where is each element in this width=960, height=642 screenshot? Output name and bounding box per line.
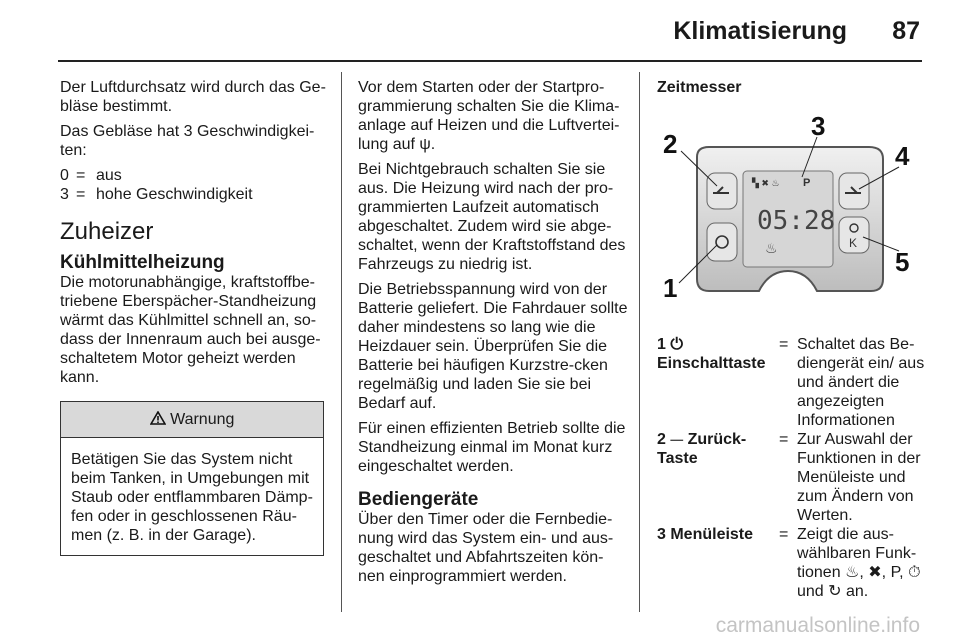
speed-list [60,166,328,204]
paragraph: Das Gebläse hat 3 Geschwindigkei-ten: [60,123,315,159]
speed-value: aus [96,167,122,184]
display-time: 05:28 [757,206,836,236]
speed-eq: = [76,167,86,184]
column-2 [358,78,628,592]
control-description: Zur Auswahl der Funktionen in der Menüleiste und zum Ändern von Werten. [797,431,921,524]
speed-key: 0 [60,167,69,184]
control-eq: = [779,526,789,543]
k-button-label: K [849,236,858,250]
controls-table [657,335,927,601]
control-description: Zeigt die aus-wählbaren Funk-tionen ♨, ✖, P, ⏱ und ↻ an. [797,526,921,600]
header-divider [58,60,922,62]
subheading: Zeitmesser [657,79,742,96]
section-heading: Zuheizer [60,218,154,245]
timer-device-illustration [657,111,919,321]
speed-row [60,166,328,185]
warning-box [60,401,324,556]
power-button[interactable] [707,223,737,261]
paragraph: Die Betriebsspannung wird von der Batterie geliefert. Die Fahrdauer sollte daher mindestens so lang wie die Heizdauer sein. Überprüfen Sie die Batterie bei häufigen Kurzstre-cken regelmäßig und laden Sie sie bei Bedarf auf. [358,281,628,412]
watermark: carmanualsonline.info [715,614,920,637]
column-divider-1 [341,72,342,612]
paragraph-end: . [430,136,436,153]
warning-header [61,402,323,438]
speed-eq: = [76,186,86,203]
controls-row [657,335,927,430]
speed-key: 3 [60,186,69,203]
callout-number: 3 [811,111,826,141]
paragraph: Die motorunabhängige, kraftstoffbe-triebene Eberspächer-Standheizung wärmt das Kühlmittel schnell an, so-dass der Innenraum auch bei ausge-schaltetem Motor geheizt werden kann. [60,274,321,386]
callout-number: 1 [663,273,678,303]
column-divider-2 [639,72,640,612]
warning-icon [150,411,166,425]
paragraph: Bei Nichtgebrauch schalten Sie sie aus. Die Heizung wird nach der pro-grammierten Laufzeit automatisch abgeschaltet. Zudem wird sie abge-schaltet, wenn der Kraftstoffstand des Fahrzeugs zu niedrig ist. [358,161,626,273]
callout-number: 4 [895,141,910,171]
svg-text:♨: ♨ [765,241,778,257]
subheading: Bediengeräte [358,489,479,510]
display-icons: P [803,177,811,189]
control-label: 1 ⏻ Einschalttaste [657,336,766,372]
page-title: Klimatisierung [673,17,847,45]
back-button[interactable] [707,173,737,209]
warning-title: Warnung [170,411,235,428]
control-eq: = [779,431,789,448]
speed-row [60,185,328,204]
paragraph-text: Vor dem Starten oder der Startpro-grammierung schalten Sie die Klima-anlage auf Heizen und die Luftvertei-lung auf [358,79,620,153]
controls-row [657,525,927,601]
callout-number: 5 [895,247,910,277]
paragraph [358,78,628,154]
svg-text:▚ ✖ ♨: ▚ ✖ ♨ [752,178,780,188]
control-description: Schaltet das Be-diengerät ein/ aus und ändert die angezeigten Informationen [797,336,925,429]
control-label: 3 Menüleiste [657,526,754,543]
air-distribution-icon: ψ [419,136,431,153]
column-3 [657,78,927,601]
speed-value: hohe Geschwindigkeit [96,186,253,203]
column-1 [60,78,328,556]
paragraph: Für einen effizienten Betrieb sollte die Standheizung einmal im Monat kurz eingeschaltet werden. [358,420,626,475]
controls-row [657,430,927,525]
paragraph: Über den Timer oder die Fernbedie-nung wird das System ein- und aus-geschaltet und Abfahrtszeiten kön-nen einprogrammiert werden. [358,511,614,585]
warning-text: Betätigen Sie das System nicht beim Tanken, in Umgebungen mit Staub oder entflammbaren Dämp-fen oder in geschlossenen Räu-men (z. B. in der Garage). [71,451,313,544]
control-label: 2 ⏤ Zurück-Taste [657,431,747,467]
callout-number: 2 [663,129,678,159]
timer-device-icon [657,111,919,321]
subheading: Kühlmittelheizung [60,252,225,273]
page-number: 87 [892,17,920,45]
paragraph: Der Luftdurchsatz wird durch das Ge-bläse bestimmt. [60,79,326,115]
control-eq: = [779,336,789,353]
